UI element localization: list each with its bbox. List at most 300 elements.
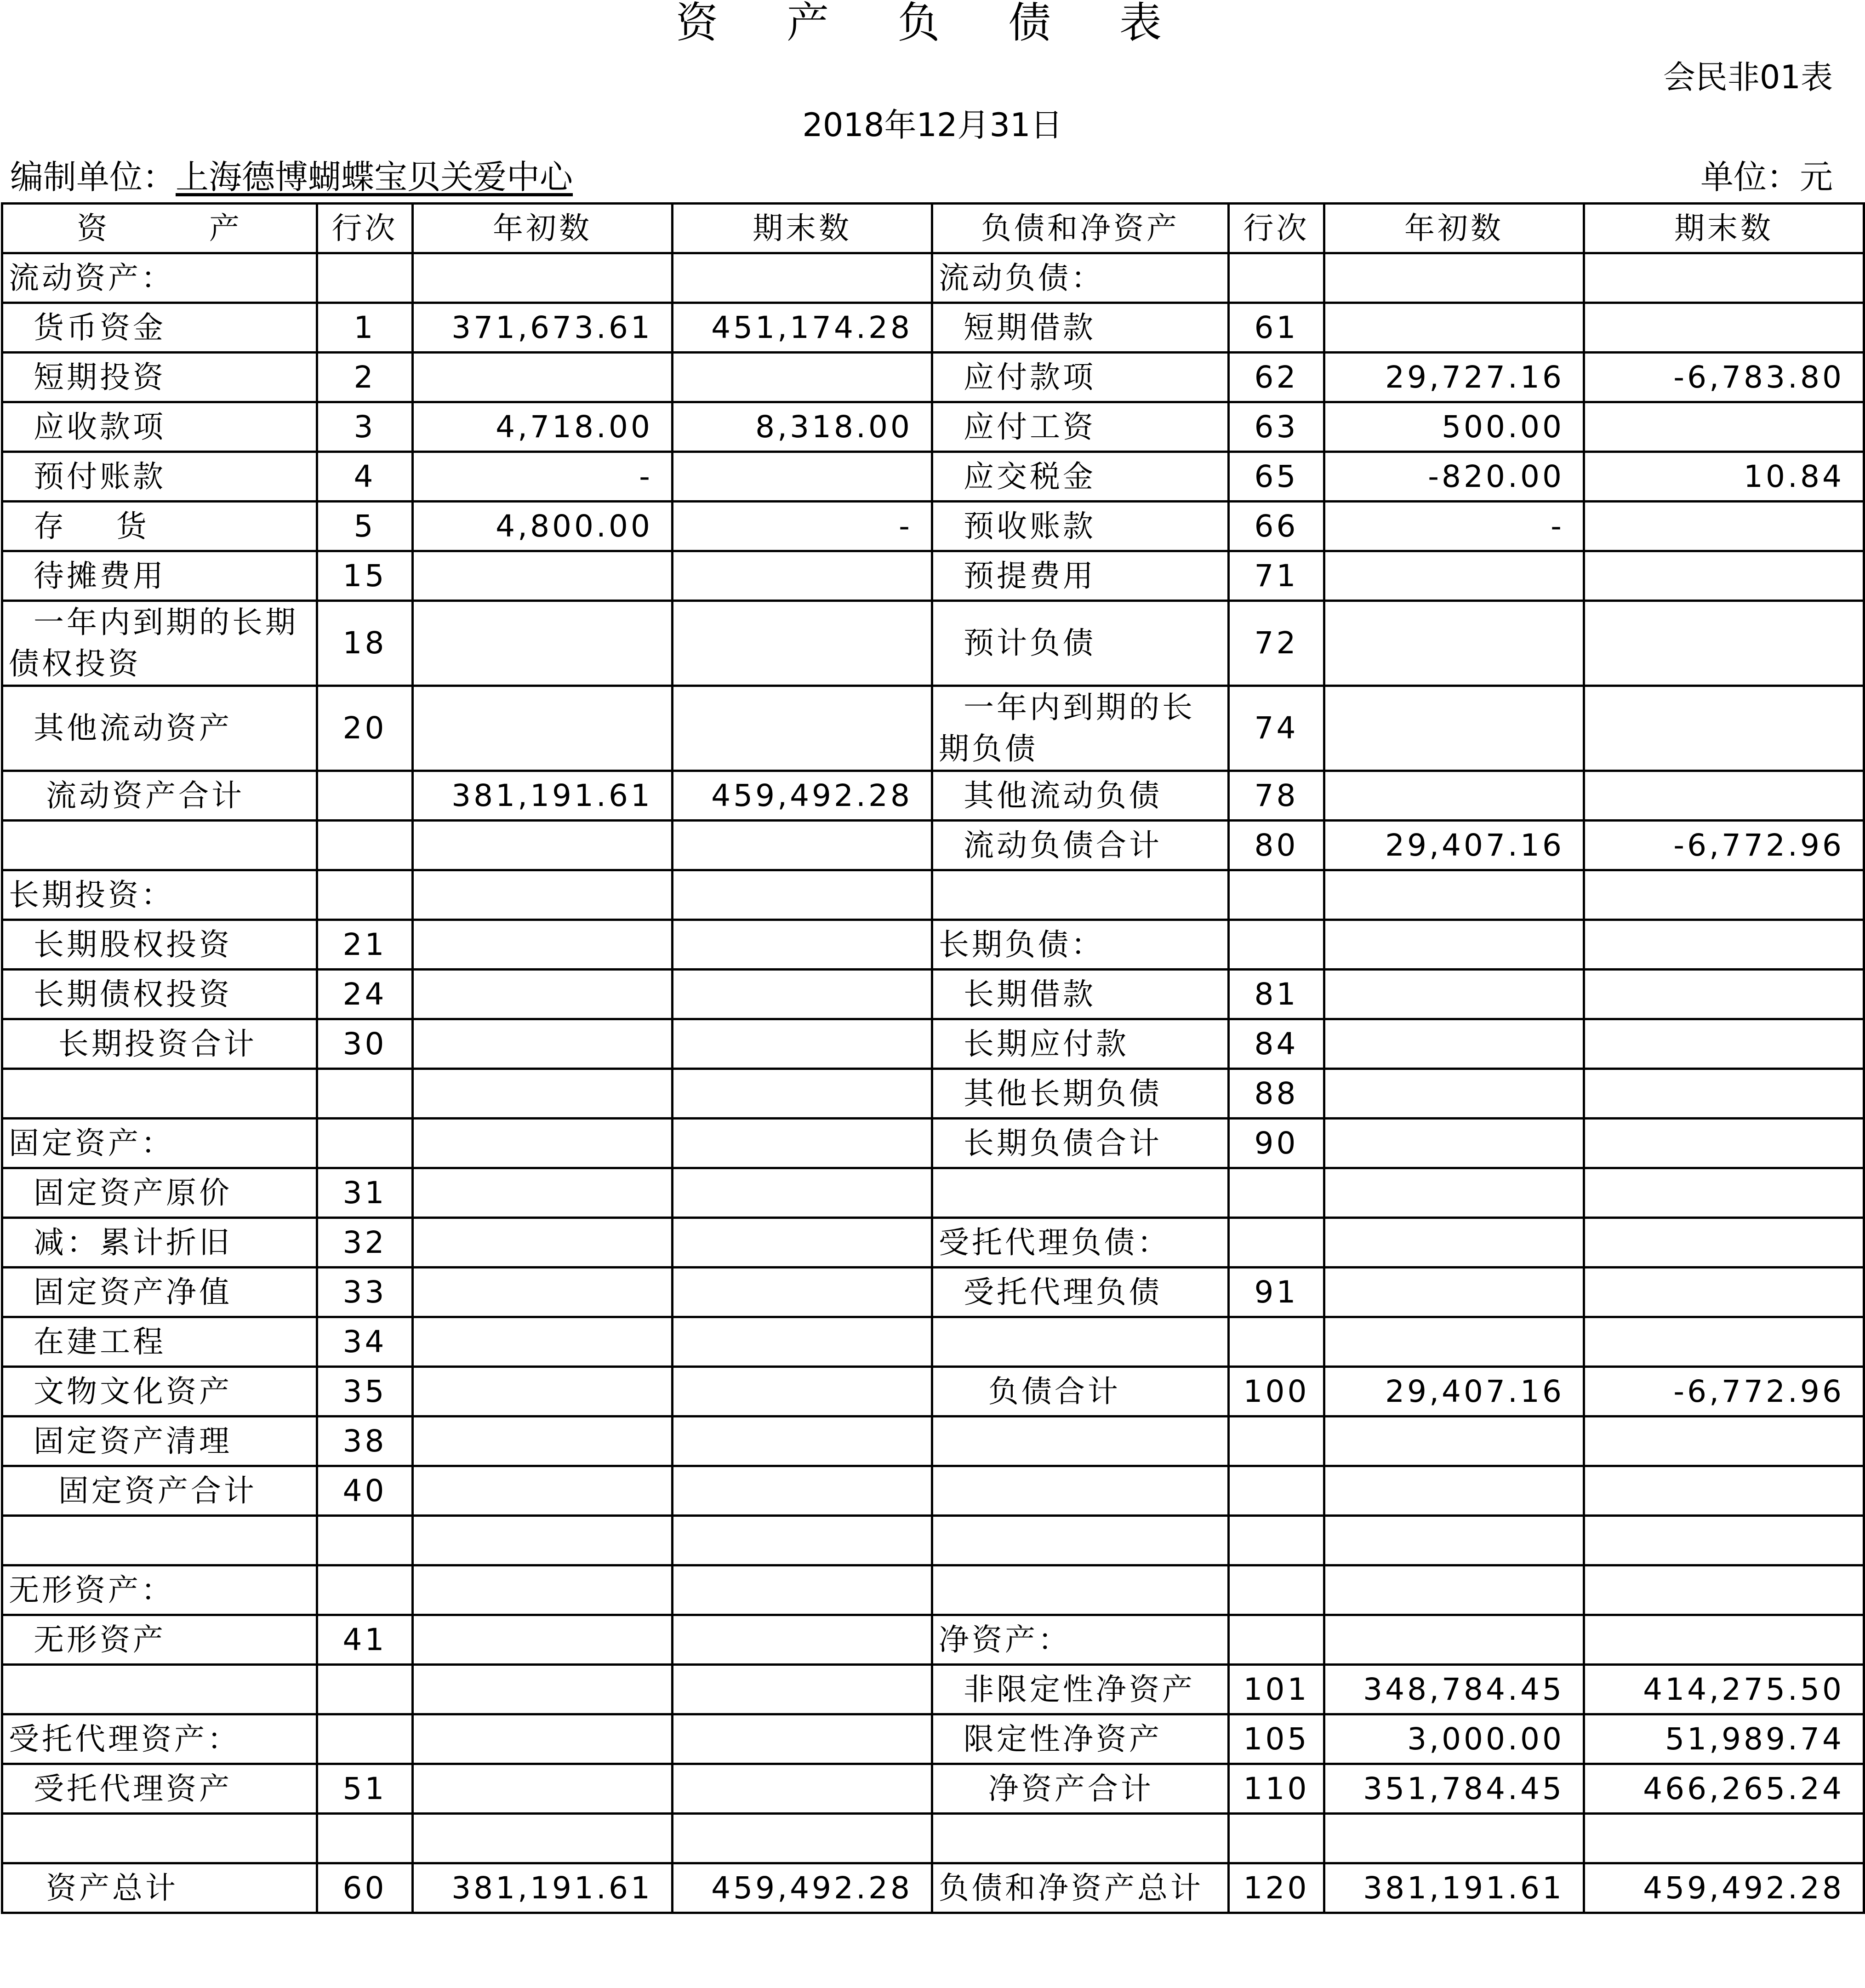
liability-beginning-value	[1324, 1516, 1584, 1565]
asset-line-no: 1	[317, 303, 413, 353]
table-row	[2, 1764, 1864, 1814]
liability-beginning-value: 3,000.00	[1324, 1714, 1584, 1764]
liability-ending-value: 414,275.50	[1584, 1665, 1864, 1714]
liability-ending-value	[1584, 870, 1864, 920]
asset-line-no: 24	[317, 970, 413, 1019]
asset-item: 固定资产：	[2, 1119, 317, 1168]
asset-line-no: 40	[317, 1466, 413, 1516]
liability-beginning-value: 29,407.16	[1324, 1367, 1584, 1417]
table-row	[2, 452, 1864, 502]
asset-beginning-value	[413, 1069, 673, 1119]
asset-ending-value	[673, 686, 932, 771]
asset-line-no: 2	[317, 353, 413, 402]
header-line-no-right: 行次	[1229, 204, 1324, 253]
table-row	[2, 1714, 1864, 1764]
liability-item	[932, 870, 1229, 920]
liability-beginning-value	[1324, 1317, 1584, 1367]
table-row	[2, 1218, 1864, 1268]
table-row	[2, 353, 1864, 402]
header-assets: 资 产	[2, 204, 317, 253]
asset-ending-value	[673, 1069, 932, 1119]
asset-line-no: 5	[317, 502, 413, 551]
liability-ending-value	[1584, 502, 1864, 551]
liability-ending-value	[1584, 1417, 1864, 1466]
asset-item: 长期股权投资	[2, 920, 317, 970]
liability-item: 非限定性净资产	[932, 1665, 1229, 1714]
table-row	[2, 253, 1864, 303]
liability-item: 流动负债合计	[932, 821, 1229, 870]
table-row	[2, 1863, 1864, 1913]
liability-beginning-value	[1324, 1019, 1584, 1069]
liability-line-no: 80	[1229, 821, 1324, 870]
asset-line-no	[317, 253, 413, 303]
asset-beginning-value: 381,191.61	[413, 771, 673, 821]
asset-ending-value	[673, 1466, 932, 1516]
asset-ending-value	[673, 452, 932, 502]
asset-ending-value	[673, 821, 932, 870]
liability-ending-value	[1584, 303, 1864, 353]
header-ending-balance: 期末数	[673, 204, 932, 253]
asset-beginning-value	[413, 1168, 673, 1218]
liability-beginning-value	[1324, 1268, 1584, 1317]
organization-name: 上海德博蝴蝶宝贝关爱中心	[176, 158, 573, 196]
asset-beginning-value	[413, 1019, 673, 1069]
asset-beginning-value	[413, 1268, 673, 1317]
liability-beginning-value	[1324, 1615, 1584, 1665]
asset-line-no	[317, 771, 413, 821]
asset-beginning-value: 4,718.00	[413, 402, 673, 452]
liability-line-no: 71	[1229, 551, 1324, 601]
liability-item	[932, 1317, 1229, 1367]
liability-line-no: 88	[1229, 1069, 1324, 1119]
table-row	[2, 551, 1864, 601]
asset-beginning-value	[413, 1417, 673, 1466]
asset-ending-value: 459,492.28	[673, 1863, 932, 1913]
liability-ending-value	[1584, 1615, 1864, 1665]
liability-ending-value	[1584, 1218, 1864, 1268]
liability-item: 应付款项	[932, 353, 1229, 402]
liability-beginning-value	[1324, 870, 1584, 920]
table-row	[2, 502, 1864, 551]
liability-ending-value	[1584, 920, 1864, 970]
liability-ending-value	[1584, 1814, 1864, 1863]
liability-line-no: 120	[1229, 1863, 1324, 1913]
liability-beginning-value: 351,784.45	[1324, 1764, 1584, 1814]
header-liabilities-net-assets: 负债和净资产	[932, 204, 1229, 253]
asset-beginning-value	[413, 1665, 673, 1714]
asset-ending-value: 451,174.28	[673, 303, 932, 353]
liability-item: 其他长期负债	[932, 1069, 1229, 1119]
liability-item	[932, 1516, 1229, 1565]
liability-beginning-value	[1324, 1168, 1584, 1218]
asset-item: 长期投资：	[2, 870, 317, 920]
balance-sheet-table	[1, 202, 1865, 1914]
liability-line-no: 105	[1229, 1714, 1324, 1764]
liability-item: 预计负债	[932, 601, 1229, 686]
asset-beginning-value	[413, 821, 673, 870]
asset-item: 预付账款	[2, 452, 317, 502]
table-row	[2, 1069, 1864, 1119]
asset-ending-value	[673, 1417, 932, 1466]
liability-ending-value: 466,265.24	[1584, 1764, 1864, 1814]
asset-item: 待摊费用	[2, 551, 317, 601]
liability-line-no: 62	[1229, 353, 1324, 402]
asset-item: 无形资产	[2, 1615, 317, 1665]
table-row	[2, 402, 1864, 452]
liability-ending-value	[1584, 1565, 1864, 1615]
table-row	[2, 1814, 1864, 1863]
liability-line-no	[1229, 1218, 1324, 1268]
liability-line-no	[1229, 1814, 1324, 1863]
liability-item: 受托代理负债：	[932, 1218, 1229, 1268]
liability-beginning-value	[1324, 253, 1584, 303]
liability-item: 一年内到期的长期负债	[932, 686, 1229, 771]
asset-line-no: 34	[317, 1317, 413, 1367]
liability-ending-value	[1584, 1317, 1864, 1367]
liability-line-no: 66	[1229, 502, 1324, 551]
liability-item	[932, 1466, 1229, 1516]
asset-ending-value	[673, 1367, 932, 1417]
liability-ending-value	[1584, 1069, 1864, 1119]
liability-beginning-value: 29,727.16	[1324, 353, 1584, 402]
liability-item	[932, 1417, 1229, 1466]
liability-item: 限定性净资产	[932, 1714, 1229, 1764]
liability-ending-value	[1584, 1019, 1864, 1069]
asset-item: 货币资金	[2, 303, 317, 353]
asset-line-no: 21	[317, 920, 413, 970]
asset-line-no	[317, 870, 413, 920]
asset-item: 固定资产原价	[2, 1168, 317, 1218]
header-ending-balance-right: 期末数	[1584, 204, 1864, 253]
asset-beginning-value	[413, 920, 673, 970]
liability-ending-value	[1584, 771, 1864, 821]
liability-beginning-value	[1324, 303, 1584, 353]
asset-beginning-value	[413, 1516, 673, 1565]
asset-line-no: 32	[317, 1218, 413, 1268]
table-row	[2, 1367, 1864, 1417]
asset-item: 无形资产：	[2, 1565, 317, 1615]
liability-beginning-value	[1324, 1466, 1584, 1516]
table-row	[2, 1019, 1864, 1069]
asset-beginning-value	[413, 1814, 673, 1863]
table-row	[2, 1168, 1864, 1218]
asset-beginning-value: 381,191.61	[413, 1863, 673, 1913]
liability-ending-value	[1584, 253, 1864, 303]
asset-ending-value	[673, 1218, 932, 1268]
asset-ending-value	[673, 1565, 932, 1615]
liability-item: 净资产：	[932, 1615, 1229, 1665]
asset-line-no	[317, 1665, 413, 1714]
liability-item: 长期应付款	[932, 1019, 1229, 1069]
liability-beginning-value	[1324, 1565, 1584, 1615]
asset-item: 固定资产合计	[2, 1466, 317, 1516]
liability-line-no	[1229, 1417, 1324, 1466]
asset-beginning-value: 371,673.61	[413, 303, 673, 353]
liability-line-no	[1229, 1565, 1324, 1615]
asset-ending-value	[673, 1814, 932, 1863]
liability-line-no	[1229, 920, 1324, 970]
liability-line-no: 74	[1229, 686, 1324, 771]
asset-beginning-value	[413, 1317, 673, 1367]
asset-item	[2, 1516, 317, 1565]
asset-item: 减：累计折旧	[2, 1218, 317, 1268]
liability-item	[932, 1565, 1229, 1615]
asset-beginning-value	[413, 353, 673, 402]
asset-ending-value: 8,318.00	[673, 402, 932, 452]
table-row	[2, 970, 1864, 1019]
liability-line-no: 72	[1229, 601, 1324, 686]
liability-beginning-value	[1324, 920, 1584, 970]
table-row	[2, 686, 1864, 771]
asset-beginning-value: 4,800.00	[413, 502, 673, 551]
currency-unit: 单位：元	[1700, 158, 1833, 196]
asset-item: 流动资产合计	[2, 771, 317, 821]
form-code: 会民非01表	[1663, 58, 1833, 96]
liability-ending-value	[1584, 1168, 1864, 1218]
asset-beginning-value: -	[413, 452, 673, 502]
liability-line-no	[1229, 870, 1324, 920]
liability-ending-value	[1584, 686, 1864, 771]
asset-beginning-value	[413, 1218, 673, 1268]
organization-row	[10, 154, 573, 200]
liability-ending-value	[1584, 1268, 1864, 1317]
asset-item: 应收款项	[2, 402, 317, 452]
liability-beginning-value	[1324, 1417, 1584, 1466]
asset-ending-value	[673, 253, 932, 303]
header-beginning-balance-right: 年初数	[1324, 204, 1584, 253]
table-row	[2, 1565, 1864, 1615]
liability-line-no	[1229, 1466, 1324, 1516]
asset-item: 资产总计	[2, 1863, 317, 1913]
liability-beginning-value	[1324, 686, 1584, 771]
asset-ending-value	[673, 1665, 932, 1714]
liability-line-no: 65	[1229, 452, 1324, 502]
asset-item: 文物文化资产	[2, 1367, 317, 1417]
liability-ending-value	[1584, 1466, 1864, 1516]
table-row	[2, 920, 1864, 970]
liability-item: 流动负债：	[932, 253, 1229, 303]
asset-item: 在建工程	[2, 1317, 317, 1367]
liability-ending-value: -6,783.80	[1584, 353, 1864, 402]
liability-ending-value: 51,989.74	[1584, 1714, 1864, 1764]
liability-ending-value: -6,772.96	[1584, 1367, 1864, 1417]
asset-line-no: 33	[317, 1268, 413, 1317]
asset-ending-value	[673, 1516, 932, 1565]
table-row	[2, 601, 1864, 686]
asset-beginning-value	[413, 1714, 673, 1764]
table-row	[2, 1516, 1864, 1565]
table-row	[2, 821, 1864, 870]
liability-beginning-value: -820.00	[1324, 452, 1584, 502]
liability-item: 负债合计	[932, 1367, 1229, 1417]
asset-line-no	[317, 1714, 413, 1764]
asset-line-no	[317, 821, 413, 870]
asset-beginning-value	[413, 1367, 673, 1417]
liability-ending-value	[1584, 402, 1864, 452]
liability-item: 预提费用	[932, 551, 1229, 601]
asset-ending-value	[673, 1119, 932, 1168]
liability-beginning-value	[1324, 771, 1584, 821]
asset-beginning-value	[413, 601, 673, 686]
liability-item: 受托代理负债	[932, 1268, 1229, 1317]
asset-ending-value	[673, 353, 932, 402]
liability-item: 净资产合计	[932, 1764, 1229, 1814]
liability-line-no	[1229, 1168, 1324, 1218]
table-row	[2, 870, 1864, 920]
asset-line-no: 38	[317, 1417, 413, 1466]
liability-ending-value: 459,492.28	[1584, 1863, 1864, 1913]
asset-item: 长期债权投资	[2, 970, 317, 1019]
asset-line-no	[317, 1119, 413, 1168]
asset-ending-value	[673, 601, 932, 686]
liability-beginning-value	[1324, 601, 1584, 686]
asset-line-no	[317, 1814, 413, 1863]
liability-line-no: 84	[1229, 1019, 1324, 1069]
asset-beginning-value	[413, 1119, 673, 1168]
asset-line-no: 60	[317, 1863, 413, 1913]
asset-item: 受托代理资产：	[2, 1714, 317, 1764]
liability-line-no	[1229, 1615, 1324, 1665]
asset-ending-value: 459,492.28	[673, 771, 932, 821]
asset-item	[2, 1069, 317, 1119]
asset-line-no	[317, 1069, 413, 1119]
liability-line-no: 110	[1229, 1764, 1324, 1814]
liability-beginning-value	[1324, 1814, 1584, 1863]
liability-beginning-value	[1324, 1218, 1584, 1268]
asset-beginning-value	[413, 1466, 673, 1516]
organization-label: 编制单位：	[10, 158, 176, 196]
asset-ending-value: -	[673, 502, 932, 551]
asset-line-no: 30	[317, 1019, 413, 1069]
table-row	[2, 303, 1864, 353]
liability-line-no: 81	[1229, 970, 1324, 1019]
liability-line-no	[1229, 1516, 1324, 1565]
asset-line-no: 3	[317, 402, 413, 452]
asset-line-no: 35	[317, 1367, 413, 1417]
asset-ending-value	[673, 1615, 932, 1665]
asset-item	[2, 821, 317, 870]
liability-line-no: 100	[1229, 1367, 1324, 1417]
asset-line-no: 15	[317, 551, 413, 601]
liability-item: 预收账款	[932, 502, 1229, 551]
liability-ending-value	[1584, 551, 1864, 601]
asset-beginning-value	[413, 686, 673, 771]
liability-item: 应付工资	[932, 402, 1229, 452]
header-line-no: 行次	[317, 204, 413, 253]
asset-ending-value	[673, 1019, 932, 1069]
table-row	[2, 1317, 1864, 1367]
table-row	[2, 1268, 1864, 1317]
liability-ending-value	[1584, 601, 1864, 686]
asset-item	[2, 1814, 317, 1863]
asset-ending-value	[673, 970, 932, 1019]
liability-line-no: 63	[1229, 402, 1324, 452]
asset-beginning-value	[413, 551, 673, 601]
liability-line-no: 91	[1229, 1268, 1324, 1317]
liability-item: 长期负债合计	[932, 1119, 1229, 1168]
liability-beginning-value: 348,784.45	[1324, 1665, 1584, 1714]
table-body	[2, 253, 1864, 1913]
table-row	[2, 1615, 1864, 1665]
asset-ending-value	[673, 551, 932, 601]
liability-ending-value	[1584, 1119, 1864, 1168]
liability-item	[932, 1168, 1229, 1218]
asset-beginning-value	[413, 1764, 673, 1814]
table-row	[2, 1466, 1864, 1516]
liability-beginning-value	[1324, 1069, 1584, 1119]
asset-ending-value	[673, 920, 932, 970]
liability-beginning-value: -	[1324, 502, 1584, 551]
liability-beginning-value	[1324, 1119, 1584, 1168]
table-row	[2, 1665, 1864, 1714]
asset-line-no: 4	[317, 452, 413, 502]
asset-line-no: 18	[317, 601, 413, 686]
asset-ending-value	[673, 1317, 932, 1367]
liability-ending-value: -6,772.96	[1584, 821, 1864, 870]
asset-item: 一年内到期的长期债权投资	[2, 601, 317, 686]
asset-ending-value	[673, 1168, 932, 1218]
asset-beginning-value	[413, 253, 673, 303]
report-date: 2018年12月31日	[802, 106, 1063, 144]
asset-ending-value	[673, 1764, 932, 1814]
asset-item: 短期投资	[2, 353, 317, 402]
asset-line-no: 41	[317, 1615, 413, 1665]
asset-line-no: 31	[317, 1168, 413, 1218]
liability-beginning-value: 500.00	[1324, 402, 1584, 452]
liability-beginning-value: 29,407.16	[1324, 821, 1584, 870]
liability-item: 短期借款	[932, 303, 1229, 353]
liability-item	[932, 1814, 1229, 1863]
liability-item: 长期负债：	[932, 920, 1229, 970]
asset-beginning-value	[413, 1565, 673, 1615]
liability-line-no	[1229, 1317, 1324, 1367]
liability-ending-value	[1584, 970, 1864, 1019]
asset-ending-value	[673, 1714, 932, 1764]
liability-item: 负债和净资产总计	[932, 1863, 1229, 1913]
liability-item: 应交税金	[932, 452, 1229, 502]
asset-line-no	[317, 1565, 413, 1615]
asset-item: 固定资产净值	[2, 1268, 317, 1317]
asset-item: 其他流动资产	[2, 686, 317, 771]
asset-beginning-value	[413, 1615, 673, 1665]
table-row	[2, 771, 1864, 821]
liability-ending-value: 10.84	[1584, 452, 1864, 502]
asset-beginning-value	[413, 970, 673, 1019]
liability-line-no: 90	[1229, 1119, 1324, 1168]
asset-line-no	[317, 1516, 413, 1565]
table-row	[2, 1417, 1864, 1466]
asset-beginning-value	[413, 870, 673, 920]
asset-line-no: 20	[317, 686, 413, 771]
asset-item: 长期投资合计	[2, 1019, 317, 1069]
asset-item: 固定资产清理	[2, 1417, 317, 1466]
liability-item: 其他流动负债	[932, 771, 1229, 821]
liability-beginning-value	[1324, 551, 1584, 601]
liability-beginning-value: 381,191.61	[1324, 1863, 1584, 1913]
table-row	[2, 1119, 1864, 1168]
liability-line-no	[1229, 253, 1324, 303]
document-title: 资 产 负 债 表	[676, 0, 1189, 47]
liability-beginning-value	[1324, 970, 1584, 1019]
liability-line-no: 78	[1229, 771, 1324, 821]
table-header-row	[2, 204, 1864, 253]
liability-item: 长期借款	[932, 970, 1229, 1019]
asset-item	[2, 1665, 317, 1714]
asset-item: 流动资产：	[2, 253, 317, 303]
liability-line-no: 101	[1229, 1665, 1324, 1714]
asset-line-no: 51	[317, 1764, 413, 1814]
asset-ending-value	[673, 1268, 932, 1317]
